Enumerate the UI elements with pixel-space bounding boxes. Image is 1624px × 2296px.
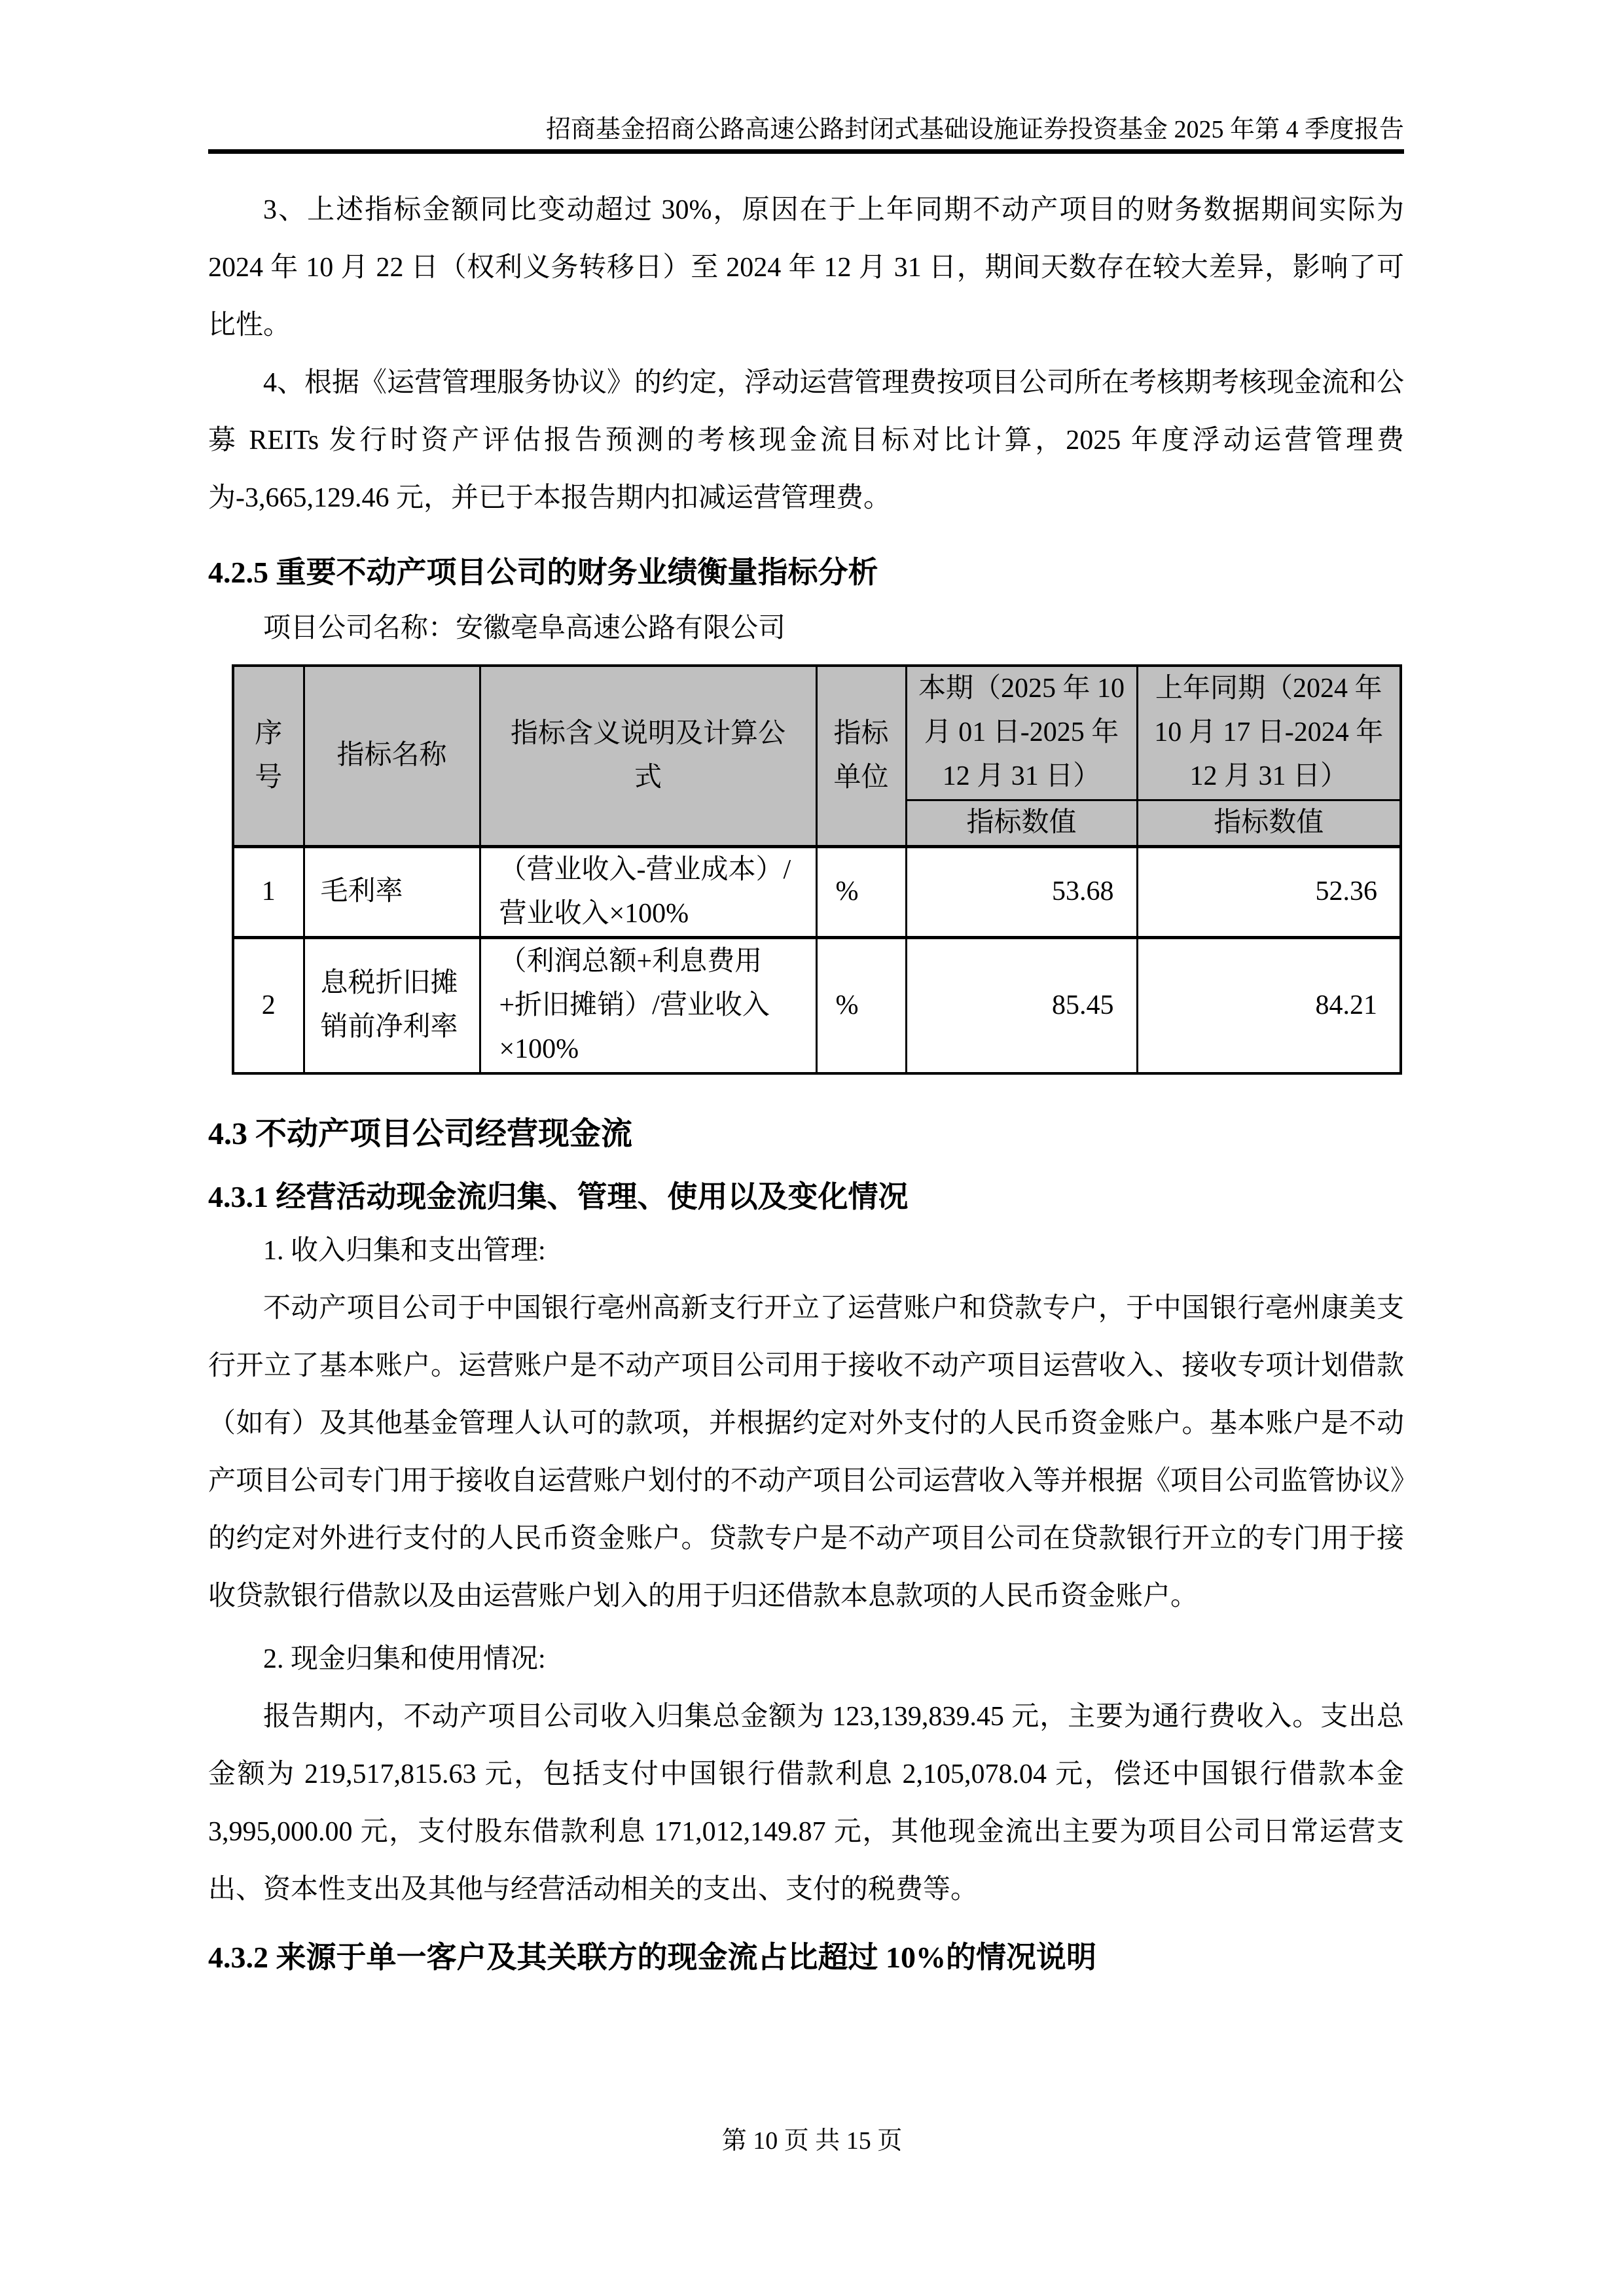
col-header-prior-period: 上年同期（2024 年 10 月 17 日-2024 年 12 月 31 日） [1137,666,1401,800]
cell-unit: % [816,937,906,1073]
heading-4-2-5: 4.2.5 重要不动产项目公司的财务业绩衡量指标分析 [208,556,878,589]
cell-metric-name: 毛利率 [304,846,480,937]
cell-seq: 1 [233,846,304,937]
item-1-label: 1. 收入归集和支出管理: [263,1236,546,1266]
cell-metric-name: 息税折旧摊销前净利率 [304,937,480,1073]
col-subheader-current-value: 指标数值 [906,800,1137,846]
cell-formula: （利润总额+利息费用+折旧摊销）/营业收入×100% [480,937,816,1073]
col-header-unit: 指标单位 [816,666,906,846]
cell-seq: 2 [233,937,304,1073]
metrics-table [232,664,1402,1075]
cell-prior-value: 84.21 [1137,937,1401,1073]
cell-current-value: 85.45 [906,937,1137,1073]
cell-formula: （营业收入-营业成本）/营业收入×100% [480,846,816,937]
metrics-table-header [233,666,1401,846]
col-header-name: 指标名称 [304,666,480,846]
table-row-gross-margin [233,846,1401,937]
col-header-seq: 序号 [233,666,304,846]
project-company-name: 项目公司名称：安徽亳阜高速公路有限公司 [263,613,786,643]
table-row-ebitda-margin [233,937,1401,1073]
item-2-label: 2. 现金归集和使用情况: [263,1644,546,1674]
heading-4-3-2: 4.3.2 来源于单一客户及其关联方的现金流占比超过 10%的情况说明 [208,1941,1096,1974]
paragraph-note-4: 4、根据《运营管理服务协议》的约定，浮动运营管理费按项目公司所在考核期考核现金流和公募 REITs 发行时资产评估报告预测的考核现金流目标对比计算，2025 年度浮动运营管理费为-3,665,129.46 元，并已于本报告期内扣减运营管理费。 [208,368,1405,513]
paragraph-note-3: 3、上述指标金额同比变动超过 30%，原因在于上年同期不动产项目的财务数据期间实际为 2024 年 10 月 22 日（权利义务转移日）至 2024 年 12 月 31 日，期间天数存在较大差异，影响了可比性。 [208,195,1404,340]
item-1-paragraph: 不动产项目公司于中国银行亳州高新支行开立了运营账户和贷款专户，于中国银行亳州康美支行开立了基本账户。运营账户是不动产项目公司用于接收不动产项目运营收入、接收专项计划借款（如有）及其他基金管理人认可的款项，并根据约定对外支付的人民币资金账户。基本账户是不动产项目公司专门用于接收自运营账户划付的不动产项目公司运营收入等并根据《项目公司监管协议》的约定对外进行支付的人民币资金账户。贷款专户是不动产项目公司在贷款银行开立的专门用于接收贷款银行借款以及由运营账户划入的用于归还借款本息款项的人民币资金账户。 [208,1293,1405,1611]
col-subheader-prior-value: 指标数值 [1137,800,1401,846]
cell-current-value: 53.68 [906,846,1137,937]
page-header [208,115,1404,154]
item-2-paragraph: 报告期内，不动产项目公司收入归集总金额为 123,139,839.45 元，主要为通行费收入。支出总金额为 219,517,815.63 元，包括支付中国银行借款利息 2,105,078.04 元，偿还中国银行借款本金 3,995,000.00 元，支付股东借款利息 171,012,149.87 元，其他现金流出主要为项目公司日常运营支出、资本性支出及其他与经营活动相关的支出、支付的税费等。 [208,1702,1404,1905]
cell-prior-value: 52.36 [1137,846,1401,937]
cell-unit: % [816,846,906,937]
heading-4-3: 4.3 不动产项目公司经营现金流 [208,1117,633,1151]
report-title: 招商基金招商公路高速公路封闭式基础设施证券投资基金 2025 年第 4 季度报告 [545,116,1404,143]
page-content [208,165,1404,1977]
col-header-formula: 指标含义说明及计算公式 [480,666,816,846]
col-header-current-period: 本期（2025 年 10 月 01 日-2025 年 12 月 31 日） [906,666,1137,800]
header-rule [208,149,1404,154]
heading-4-3-1: 4.3.1 经营活动现金流归集、管理、使用以及变化情况 [208,1180,909,1213]
page-footer: 第 10 页 共 15 页 [721,2127,903,2155]
